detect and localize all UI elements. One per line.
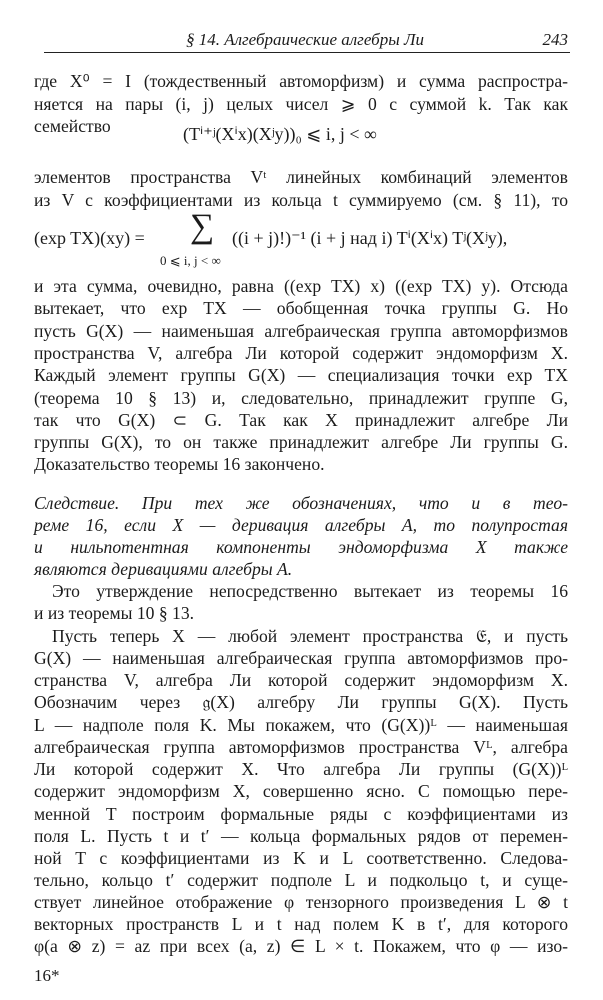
text-line: φ(a ⊗ z) = az при всех (a, z) ∈ L × t. Покажем, что φ — изо- xyxy=(34,936,568,956)
text-line: Пусть теперь X — любой элемент пространства 𝔈, и пусть xyxy=(52,626,568,646)
equation-expansion-rhs: ((i + j)!)⁻¹ (i + j над i) Tⁱ(Xⁱx) Tʲ(Xʲy), xyxy=(232,228,508,248)
text-line: L — надполе поля K. Мы покажем, что (G(X))ᴸ — наименьшая xyxy=(34,715,568,735)
text-line: ствует линейное отображение φ тензорного произведения L ⊗ t xyxy=(34,892,568,912)
text-line: Обозначим через 𝔤(X) алгебру Ли группы G(X). Пусть xyxy=(34,692,568,712)
text-line: так что G(X) ⊂ G. Так как X принадлежит алгебре Ли xyxy=(34,410,568,430)
text-line: менной T построим формальные ряды с коэффициентами из xyxy=(34,804,568,824)
text-line: Доказательство теоремы 16 закончено. xyxy=(34,454,325,474)
text-line: содержит эндоморфизм X, совершенно ясно. С помощью пере- xyxy=(34,781,568,801)
corollary-line: являются деривациями алгебры A. xyxy=(34,559,293,579)
text-line: и эта сумма, очевидно, равна ((exp TX) x) ((exp TX) y). Отсюда xyxy=(34,276,568,296)
text-line: ной T с коэффициентами из K и L соответственно. Следова- xyxy=(34,848,568,868)
corollary-line: и нильпотентная компоненты эндоморфизма X также xyxy=(34,537,568,557)
signature-mark: 16* xyxy=(34,966,60,985)
equation-expansion-lhs: (exp TX)(xy) = xyxy=(34,228,145,248)
text-line: пусть G(X) — наименьшая алгебраическая группа автоморфизмов xyxy=(34,321,568,341)
text-line: (теорема 10 § 13) и, следовательно, принадлежит группе G, xyxy=(34,388,568,408)
text-line: группы G(X), то он также принадлежит алгебре Ли группы G. xyxy=(34,432,568,452)
text-line: тельно, кольцо t′ содержит подполе L и подкольцо t, и суще- xyxy=(34,870,568,890)
text-line: Каждый элемент группы G(X) — специализация точки exp TX xyxy=(34,365,568,385)
text-line: элементов пространства Vᵗ линейных комбинаций элементов xyxy=(34,167,568,187)
text-line: где X⁰ = I (тождественный автоморфизм) и сумма распростра- xyxy=(34,71,568,91)
sum-index: 0 ⩽ i, j < ∞ xyxy=(160,253,221,268)
corollary-line: Следствие. При тех же обозначениях, что и в тео- xyxy=(34,493,568,513)
sum-symbol: ∑ xyxy=(190,208,215,245)
page-number: 243 xyxy=(542,30,568,49)
text-line: из V с коэффициентами из кольца t суммируемо (см. § 11), то xyxy=(34,190,568,210)
text-line: няется на пары (i, j) целых чисел ⩾ 0 с суммой k. Так как xyxy=(34,94,568,114)
text-line: векторных пространств L и t над полем K в t′, для которого xyxy=(34,914,568,934)
text-line: алгебраическая группа автоморфизмов пространства Vᴸ, алгебра xyxy=(34,737,568,757)
text-line: пространства V, алгебра Ли которой содержит эндоморфизм X. xyxy=(34,343,568,363)
text-line: поля L. Пусть t и t′ — кольца формальных рядов от перемен- xyxy=(34,826,568,846)
text-line: Это утверждение непосредственно вытекает из теоремы 16 xyxy=(52,581,568,601)
running-header xyxy=(44,28,570,53)
text-line: и из теоремы 10 § 13. xyxy=(34,603,195,623)
text-line: вытекает, что exp TX — обобщенная точка группы G. Но xyxy=(34,298,568,318)
text-line: G(X) — наименьшая алгебраическая группа автоморфизмов про- xyxy=(34,648,568,668)
text-line: странства V, алгебра Ли которой содержит эндоморфизм X. xyxy=(34,670,568,690)
text-line: Ли которой содержит X. Что алгебра Ли группы (G(X))ᴸ xyxy=(34,759,568,779)
running-title: § 14. Алгебраические алгебры Ли xyxy=(186,30,424,49)
equation-family: (Tⁱ⁺ʲ(Xⁱx)(Xʲy))₀ ⩽ i, j < ∞ xyxy=(183,124,377,144)
corollary-line: реме 16, если X — деривация алгебры A, то полупростая xyxy=(34,515,568,535)
text-line: семейство xyxy=(34,116,111,136)
